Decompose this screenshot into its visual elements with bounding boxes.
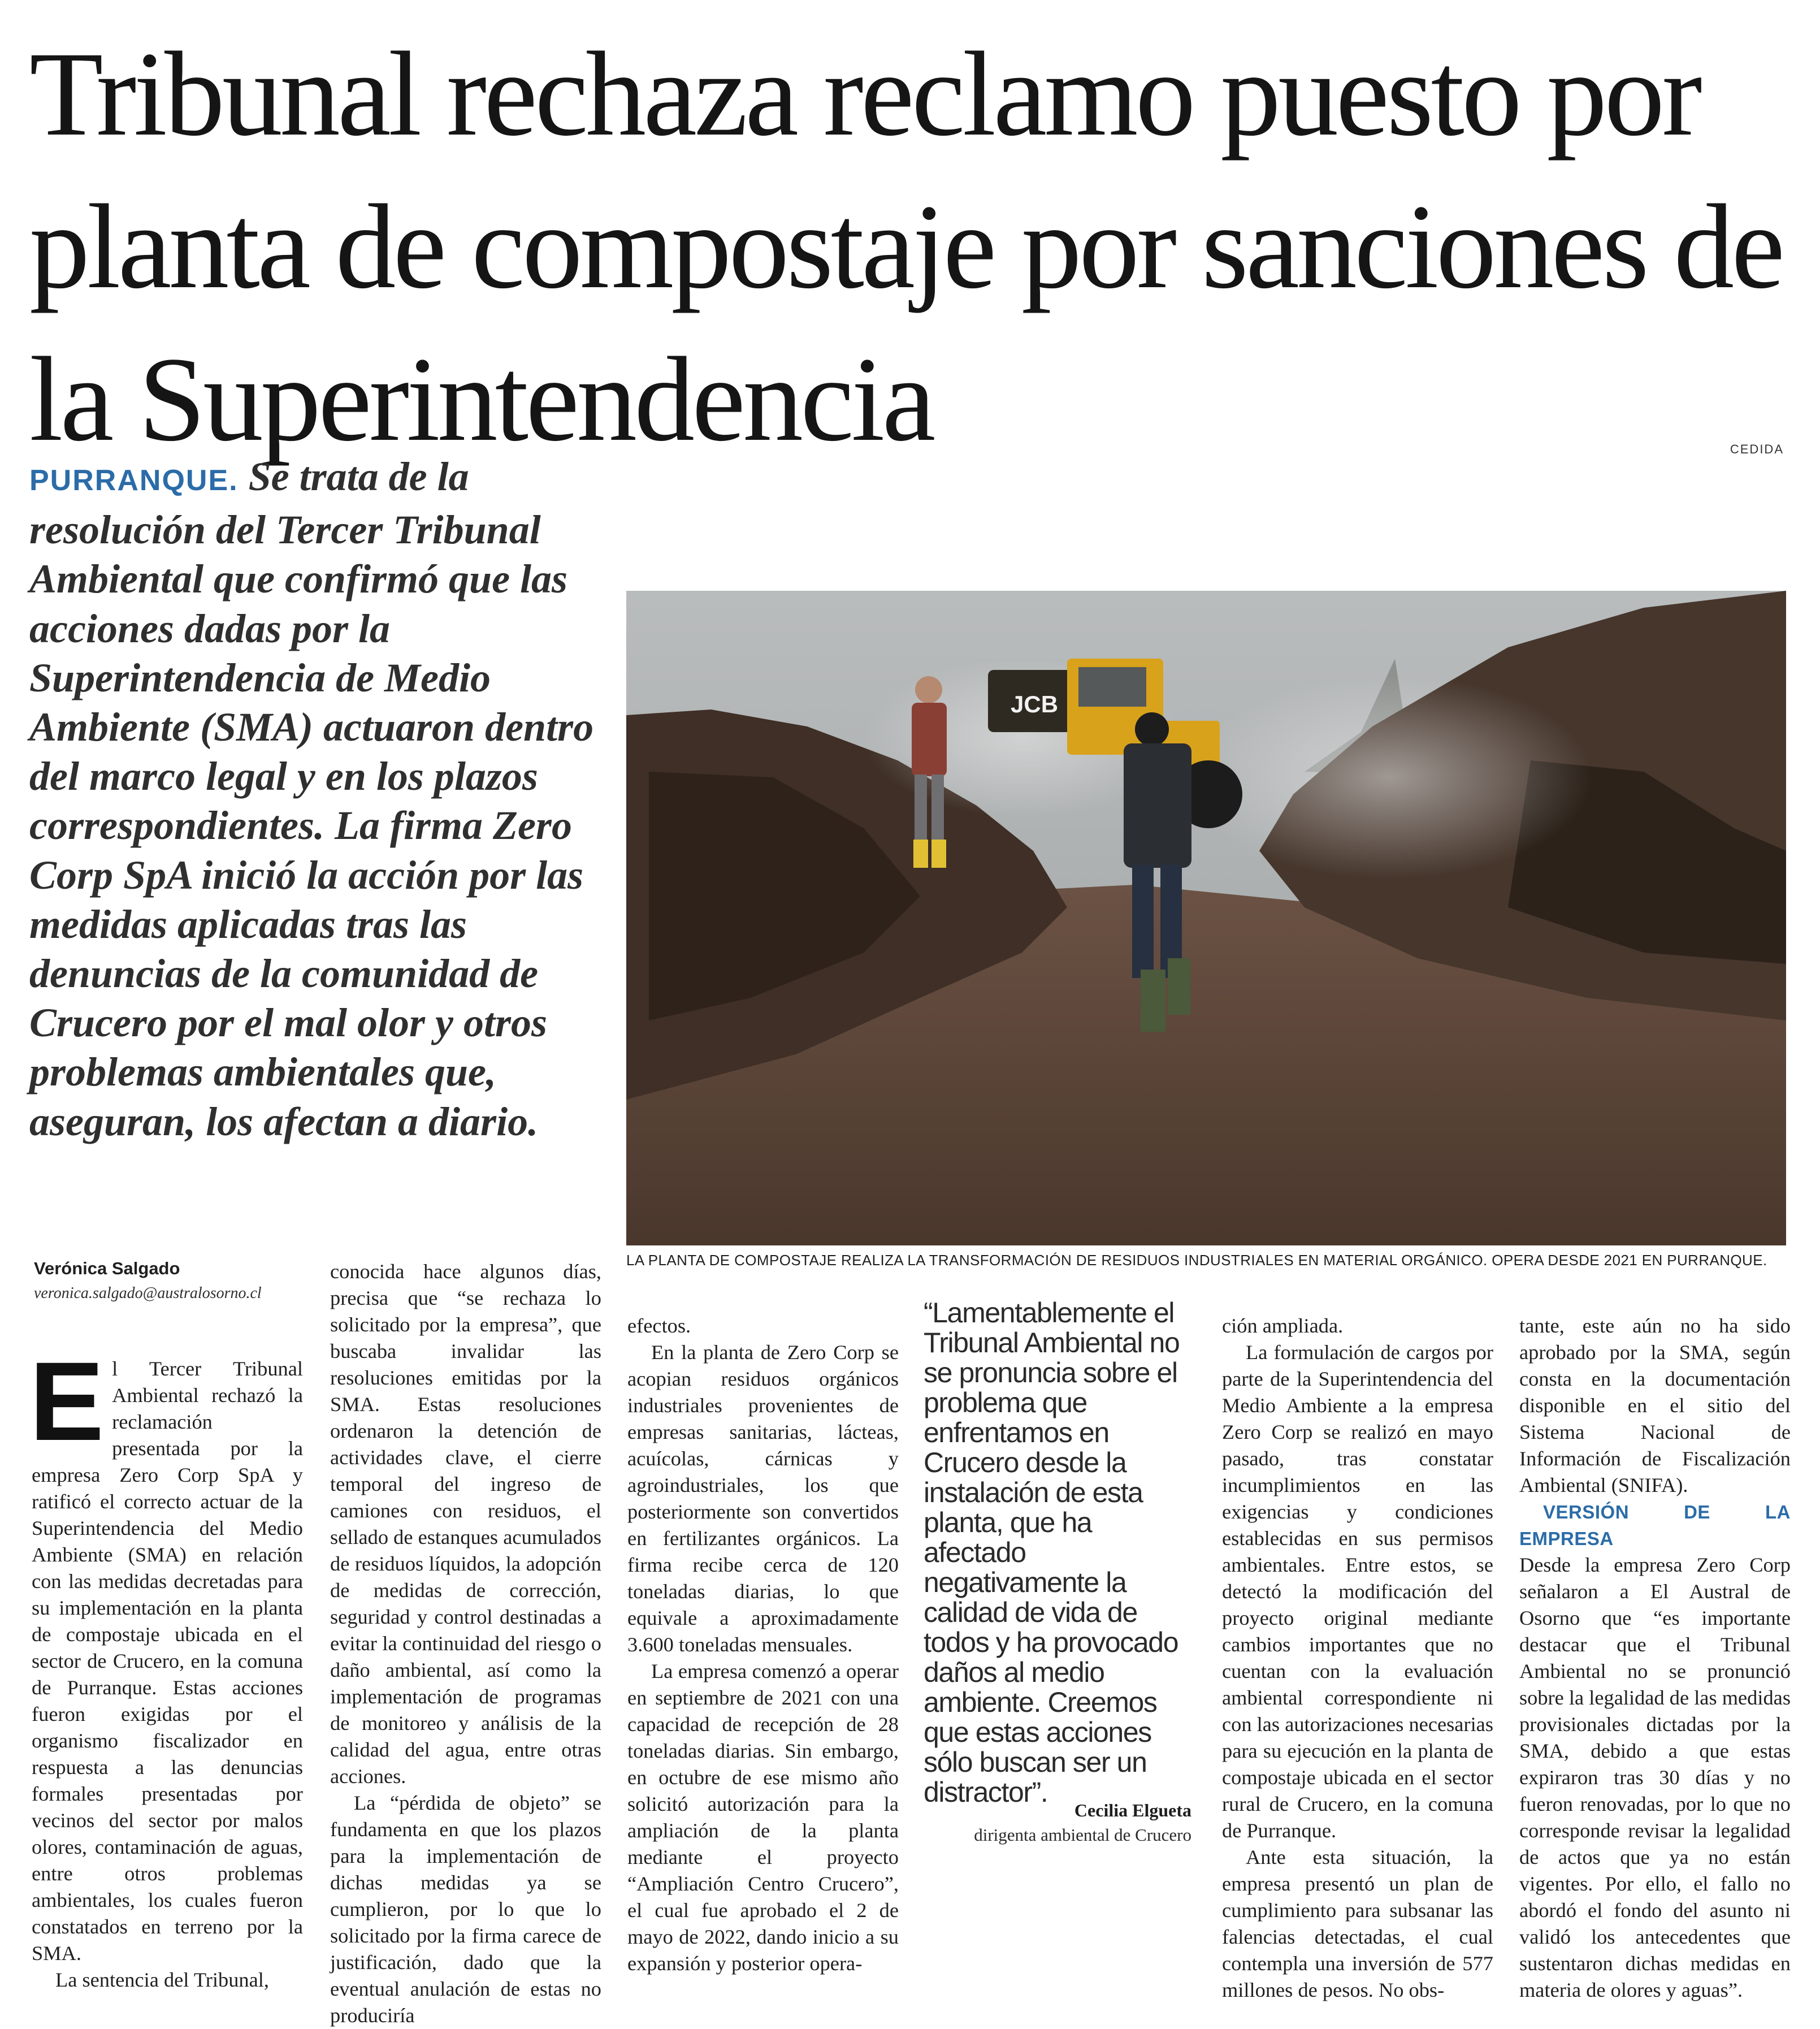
pull-quote: “Lamentablemente el Tribunal Ambiental no se pronuncia sobre el problema que enfrentamos en Crucero desde la instalación de esta planta, que ha afectado negativamente la calidad de vida de todos y ha provocado daños al medio ambiente. Creemos que estas acciones sólo buscan ser un distractor”. xyxy=(924,1297,1180,1808)
quote-author: Cecilia Elgueta xyxy=(1074,1800,1191,1820)
lead-paragraph xyxy=(29,452,617,1147)
photo-credit: CEDIDA xyxy=(1730,442,1784,456)
body-text: l Tercer Tribunal Ambiental rechazó la reclamación presentada por la empresa Zero Corp SpA y ratificó el correcto actuar de la Superintendencia del Medio Ambiente (SMA) en relación con las medidas decretadas para su implementación en la planta de compostaje ubicada en el sector de Crucero, en la comuna de Purranque. Estas acciones fueron exigidas por el organismo fiscalizador en respuesta a las denuncias formales presentadas por vecinos del sector por malos olores, contaminación de aguas, entre otros problemas ambientales, los cuales fueron constatados en terreno por la SMA. xyxy=(32,1357,303,1965)
body-paragraph: La formulación de cargos por parte de la Superintendencia del Medio Ambiente a la empresa Zero Corp se realizó en mayo pasado, tras constatar incumplimientos en las exigencias y condiciones establecidas en sus permisos ambientales. Entre estos, se detectó la modificación del proyecto original mediante cambios importantes que no cuentan con la evaluación ambiental correspondiente ni con las autorizaciones necesarias para su ejecución en la planta de compostaje ubicada en el sector rural de Crucero, en la comuna de Purranque. xyxy=(1222,1341,1493,1842)
body-column-2 xyxy=(330,1258,601,2029)
lead-text: Se trata de la resolución del Tercer Tribunal Ambiental que confirmó que las acciones dadas por la Superintendencia de Medio Ambiente (SMA) actuaron dentro del marco legal y en los plazos correspondientes. La firma Zero Corp SpA inició la acción por las medidas aplicadas tras las denuncias de la comunidad de Crucero por el mal olor y otros problemas ambientales que, aseguran, los afectan a diario. xyxy=(29,454,594,1144)
body-paragraph: La “pérdida de objeto” se fundamenta en que los plazos para la implementación de dichas medidas ya se cumplieron, por lo que lo solicitado por la firma carece de justificación, dado que la eventual anulación de estas no produciría xyxy=(330,1792,601,2027)
body-paragraph: ción ampliada. xyxy=(1222,1314,1344,1337)
body-paragraph: En la planta de Zero Corp se acopian residuos orgánicos industriales provenientes de empresas sanitarias, lácteas, acuícolas, cárnicas y agroindustriales, los que posteriormente son convertidos en fertilizantes orgánicos. La firma recibe cerca de 120 toneladas diarias, lo que equivale a aproximadamente 3.600 toneladas mensuales. xyxy=(627,1341,899,1656)
body-paragraph: conocida hace algunos días, precisa que “se rechaza lo solicitado por la empresa”, que buscaba invalidar las resoluciones emitidas por la SMA. Estas resoluciones ordenaron la detención de actividades clave, el cierre temporal del ingreso de camiones con residuos, el sellado de estanques acumulados de residuos líquidos, la adopción de medidas de corrección, seguridad y control destinadas a evitar la continuidad del riesgo o daño ambiental, así como la implementación de programas de monitoreo y análisis de la calidad del agua, entre otras acciones. xyxy=(330,1260,602,1788)
body-column-1 xyxy=(29,1339,303,1993)
headline: Tribunal rechaza reclamo puesto por planta de compostaje por sanciones de la Superintendencia xyxy=(29,27,1783,466)
body-paragraph: tante, este aún no ha sido aprobado por la SMA, según consta en la documentación disponible en el sitio del Sistema Nacional de Información de Fiscalización Ambiental (SNIFA). xyxy=(1519,1314,1791,1496)
body-paragraph: Ante esta situación, la empresa presentó un plan de cumplimiento para subsanar las falencias detectadas, el cual contempla una inversión de 577 millones de pesos. No obs- xyxy=(1222,1846,1493,2001)
body-column-3 xyxy=(627,1313,899,1977)
drop-cap: E xyxy=(29,1339,105,1464)
body-paragraph: La empresa comenzó a operar en septiembre de 2021 con una capacidad de recepción de 28 toneladas diarias. Sin embargo, en octubre de ese mismo año solicitó autorización para la ampliación de la planta mediante el proyecto “Ampliación Centro Crucero”, el cual fue aprobado el 2 de mayo de 2022, dando inicio a su expansión y posterior opera- xyxy=(627,1660,899,1975)
body-paragraph xyxy=(29,1339,303,1967)
body-paragraph: La sentencia del Tribunal, xyxy=(55,1969,269,1991)
body-column-5 xyxy=(1222,1313,1493,2004)
machine-label: JCB xyxy=(1011,691,1059,717)
body-paragraph: Desde la empresa Zero Corp señalaron a El Austral de Osorno que “es importante destacar que el Tribunal Ambiental no se pronunció sobre la legalidad de las medidas provisionales dictadas por la SMA, debido a que estas expiraron tras 30 días y no fueron renovadas, por lo que no corresponde revisar la legalidad de actos que ya no están vigentes. Por ello, el fallo no abordó el fondo del asunto ni validó los antecedentes que sustentaron dichas medidas en materia de olores y aguas”. xyxy=(1519,1554,1791,2001)
steam-cloud xyxy=(1186,676,1593,879)
byline-author: Verónica Salgado xyxy=(34,1258,180,1278)
article-photo xyxy=(626,591,1786,1245)
section-subheading: VERSIÓN DE LA EMPRESA xyxy=(1519,1502,1791,1549)
lead-location: PURRANQUE. xyxy=(29,464,239,497)
compost-site-illustration xyxy=(626,591,1786,1245)
body-paragraph: efectos. xyxy=(627,1314,691,1337)
body-column-6 xyxy=(1519,1313,1791,2004)
photo-caption: LA PLANTA DE COMPOSTAJE REALIZA LA TRANSFORMACIÓN DE RESIDUOS INDUSTRIALES EN MATERIAL ORGÁNICO. OPERA DESDE 2021 EN PURRANQUE. xyxy=(626,1252,1767,1269)
byline-email[interactable]: veronica.salgado@australosorno.cl xyxy=(34,1284,262,1302)
quote-author-role: dirigenta ambiental de Crucero xyxy=(974,1825,1191,1845)
